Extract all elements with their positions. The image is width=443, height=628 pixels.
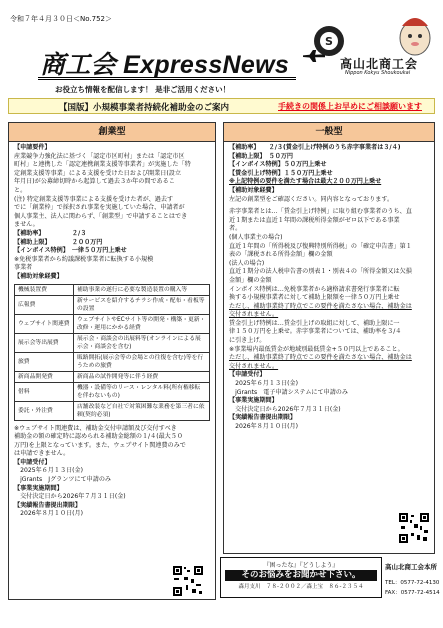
text-line: 金額」欄の金額: [229, 276, 272, 284]
text-line: 【補助上限】 ２００万円: [14, 238, 103, 246]
expense-description: 機器・設備等のリース・レンタル料(所有権移転を伴わないもの): [74, 382, 210, 401]
expense-description: 展示会・商談会の出展料等(オンラインによる展示会・商談会を含む): [74, 333, 210, 352]
expense-table: [14, 284, 210, 421]
expense-category: 展示会等出展費: [15, 333, 74, 352]
text-line: 交付決定日から2026年７月３１日(金): [229, 405, 341, 413]
left-column-text: [9, 142, 215, 282]
table-row: [15, 333, 210, 352]
text-line: 【事業実施期間】: [229, 397, 278, 405]
text-line: (法人の場合): [229, 259, 265, 267]
text-line: ※免税事業者から約議課税事業者に転換する小規模: [14, 255, 154, 263]
expense-description: 補助事業の遂行に必要な製造装置の購入等: [74, 284, 210, 295]
consultation-lead: 『困ったな』『どうしよう』: [263, 562, 339, 569]
expense-category: 広報費: [15, 295, 74, 314]
text-line: 定創業支援等事業」による支援を受けた日および開業日(設立: [14, 169, 181, 177]
expense-description: 新サービスを紹介するチラシ作成・配布・看板等の設置: [74, 295, 210, 314]
banner-title: 【国版】小規模事業者持続化補助金のご案内: [59, 103, 230, 113]
text-line: 【申請要件】: [14, 144, 51, 151]
expense-category: ウェブサイト関連費: [15, 314, 74, 333]
table-row: [15, 295, 210, 314]
text-line: jGrants Jグランツにて申請のみ: [14, 476, 112, 484]
text-line: ただし、補助事業終了時点でこの要件を満たさない場合、補助金は: [229, 354, 412, 362]
text-line: 事業者: [14, 264, 33, 272]
table-row: [15, 371, 210, 382]
left-column-heading: 創業型: [9, 123, 215, 142]
consultation-box: [220, 557, 382, 598]
text-line: 賃金引上げ特例は…賃金引上げの取組に対して、補助上限に一: [229, 319, 400, 327]
text-line: ※上記特例の要件を満たす場合は最大２００万円上乗せ: [229, 178, 382, 186]
text-line: 【事業実施期間】: [14, 484, 63, 492]
text-line: 2026年８月１０日(月): [14, 510, 84, 518]
text-line: でに「創業枠」で採択され事業を実施していた場合、申請者が: [14, 204, 185, 212]
text-line: 【実績報告書提出期限】: [14, 501, 82, 509]
text-line: 【補助率】 ２/３(賃金引上げ特例のうち赤字事業者は３/４): [229, 144, 401, 151]
text-line: 年月日)が公募締切時から起算して過去３か年の間であるこ: [14, 178, 175, 186]
expense-description: 店舗改装など自社で対策困難な業務を第三者に依頼(契約必須): [74, 401, 210, 420]
text-line: ※ウェブサイト関連費は、補助金交付申請額及び交付すべき: [14, 424, 177, 432]
text-line: 直近１期分の法人税申告書の別表１・別表４の「所得金額又は欠損: [229, 268, 412, 276]
info-banner: [8, 98, 435, 114]
text-line: 交付されません。: [229, 311, 279, 319]
footer-fax: FAX：0577-72-4514: [385, 590, 440, 596]
newsletter-subtitle: お役立ち情報を配信します！ 是非ご活用ください！: [55, 85, 231, 94]
text-line: 産業競争力強化法に基づく「認定市区町村」または「認定市区: [14, 152, 185, 160]
expense-category: 旅費: [15, 352, 74, 371]
text-line: 交付されません。: [229, 362, 279, 370]
text-line: ※事業場内最低賃金が地域別最低賃金+５０円以上であること。: [229, 345, 404, 353]
newsletter-title: 商工会 ExpressNews: [40, 51, 290, 79]
text-line: 【申請受付】: [14, 458, 51, 466]
text-line: 【補助上限】 ５０万円: [229, 152, 293, 160]
text-line: 町村」と連携した「認定連携創業支援等事業者」が実施した「特: [14, 161, 191, 169]
text-line: 万円)を上限となっています。また、ウェブサイト関連費のみで: [14, 441, 186, 449]
expense-category: 委託・外注費: [15, 401, 74, 420]
footer-org: 高山北商工会本所: [385, 563, 437, 571]
text-line: 【賃金引上げ特例】１５０万円上乗せ: [229, 169, 333, 177]
text-line: 換する小規模事業者に対して補助上限額を一律５０万円上乗せ: [229, 294, 400, 302]
text-line: 【補助対象経費】: [14, 272, 63, 280]
table-row: [15, 401, 210, 420]
table-row: [15, 352, 210, 371]
chamber-logo-icon: [312, 24, 346, 58]
text-line: は申請できません。: [14, 450, 70, 458]
text-line: インボイス特例は…免税事業者から適格請求書発行事業者に転: [229, 285, 400, 293]
svg-text:S: S: [325, 35, 333, 48]
org-name: 高山北商工会: [340, 57, 419, 71]
text-line: 2025年６月１３日(金): [14, 467, 84, 475]
banner-notice: 手続きの関係上お早めにご相談願います: [278, 102, 422, 111]
footer-tel: TEL：0577-72-4130: [385, 580, 440, 586]
expense-category: 機械装置費: [15, 284, 74, 295]
text-line: 【インボイス特例】 一律５０万円上乗せ: [14, 247, 127, 255]
expense-category: 借料: [15, 382, 74, 401]
text-line: 左記の創業型をご確認ください。同内容となっております。: [229, 195, 394, 203]
text-line: ただし、補助事業終了時点でこの要件を満たさない場合、補助金は: [229, 302, 412, 310]
text-line: 2026年８月１０日(月): [229, 423, 299, 430]
table-row: [15, 314, 210, 333]
text-line: 近１期または直近１年間の課税所得金額がゼロ以下である事業: [229, 216, 400, 224]
text-line: と。: [14, 186, 27, 194]
text-line: 【インボイス特例】５０万円上乗せ: [229, 161, 327, 169]
text-line: 【申請受付】: [229, 371, 266, 379]
text-line: (注) 特定創業支援等事業による支援を受けた者が、過去す: [14, 195, 174, 203]
text-line: (個人事業主の場合): [229, 233, 283, 241]
table-row: [15, 382, 210, 401]
consultation-message: そのお悩みをお聞かせ下さい。: [225, 570, 377, 581]
expense-description: 新商品の試作開発等に伴う経費: [74, 371, 210, 382]
text-line: 交付決定日から2026年７月３１日(金): [14, 493, 126, 501]
text-line: 直近１年間の「所得税及び復興特別所得税」の「確定申告書」第１: [229, 242, 412, 250]
text-line: 補助金の額の確定時に認められる補助金総額の１/４(最大５０: [14, 433, 183, 441]
text-line: ません。: [14, 221, 39, 229]
right-column: [223, 122, 435, 554]
qr-code-right[interactable]: [398, 512, 430, 544]
text-line: に引き上げ。: [229, 337, 266, 345]
qr-code-left[interactable]: [172, 565, 204, 597]
text-line: 【実績報告書提出期限】: [229, 414, 297, 422]
left-column-footer-text: [9, 423, 215, 520]
right-column-text: [224, 142, 434, 432]
org-romaji: Nippon Kokyu Shoukoukai: [345, 70, 411, 76]
mascot-icon: [396, 8, 434, 58]
text-line: jGrants 電子申請システムにて申請のみ: [229, 388, 348, 396]
issue-date: 令和７年４月３０日＜No.752＞: [10, 15, 112, 23]
left-column: [8, 122, 216, 600]
text-line: 【補助率】 ２/３: [14, 229, 87, 237]
text-line: 個人事業主、法人に関わらず、「創業型」で申請することはでき: [14, 212, 188, 220]
right-column-heading: 一般型: [224, 123, 434, 142]
text-line: 2025年６月１３日(金): [229, 380, 299, 388]
expense-description: ウェブサイトやECサイト等の開発・構築・更新・改修・運用にかかる経費: [74, 314, 210, 333]
text-line: 律１５０万円を上乗せ。赤字事業者については、補助率を３/４: [229, 328, 402, 336]
branch-phones: 森月支川 ７８-２００２／森上宝 ８６-２３５４: [238, 584, 364, 590]
text-line: 表の「課税される所得金額」欄の金額: [229, 251, 333, 259]
expense-category: 新商品開発費: [15, 371, 74, 382]
text-line: 【補助対象経費】: [229, 186, 278, 194]
text-line: 者。: [229, 225, 242, 233]
expense-description: 販路開拓(展示会等の会場との往復を含む)等を行うための旅費: [74, 352, 210, 371]
title-underline: [38, 77, 296, 80]
text-line: 赤字事業者とは…「賃金引上げ特例」に取り組む事業者のうち、直: [229, 208, 412, 216]
table-row: [15, 284, 210, 295]
